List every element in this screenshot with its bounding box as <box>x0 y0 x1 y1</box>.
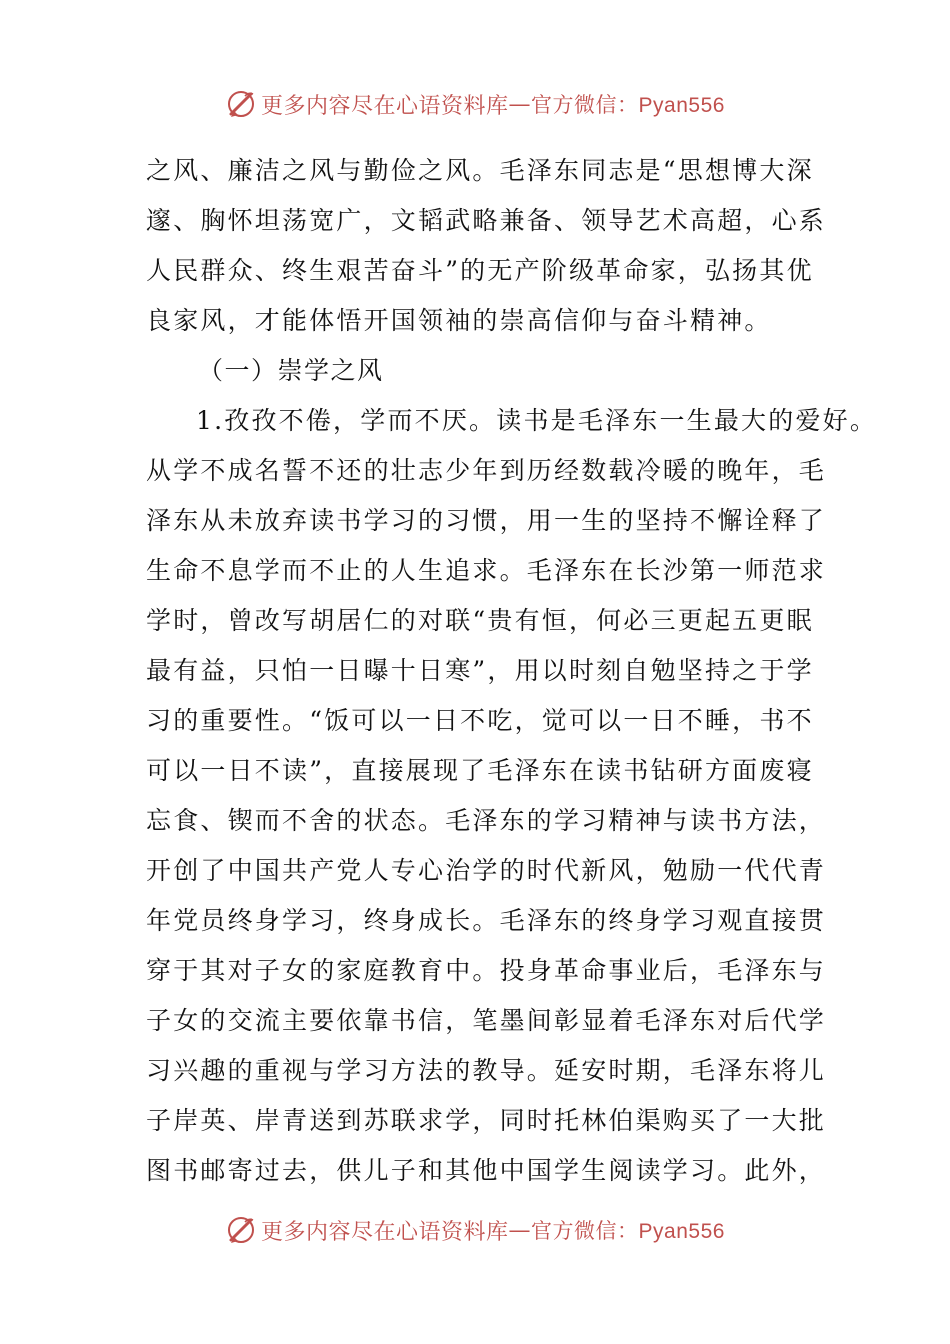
watermark-separator: — <box>508 91 532 117</box>
paragraph-line: 学时，曾改写胡居仁的对联“贵有恒，何必三更起五更眠 <box>146 606 814 635</box>
pen-circle-logo-icon <box>225 1214 257 1246</box>
body-line: 之风、廉洁之风与勤俭之风。毛泽东同志是“思想博大深 <box>146 156 814 185</box>
section-heading: （一）崇学之风 <box>198 356 384 385</box>
paragraph-line: 穿于其对子女的家庭教育中。投身革命事业后，毛泽东与 <box>146 956 827 985</box>
paragraph-line: 泽东从未放弃读书学习的习惯，用一生的坚持不懈诠释了 <box>146 506 827 535</box>
body-line: 邃、胸怀坦荡宽广，文韬武略兼备、领导艺术高超，心系 <box>146 206 827 235</box>
paragraph-line: 习兴趣的重视与学习方法的教导。延安时期，毛泽东将儿 <box>146 1056 827 1085</box>
paragraph-line: 从学不成名誓不还的壮志少年到历经数载冷暖的晚年，毛 <box>146 456 827 485</box>
body-line: 人民群众、终生艰苦奋斗”的无产阶级革命家，弘扬其优 <box>146 256 814 285</box>
header-watermark <box>0 84 950 124</box>
paragraph-line: 子女的交流主要依靠书信，笔墨间彰显着毛泽东对后代学 <box>146 1006 827 1035</box>
watermark-brand: 更多内容尽在心语资料库 <box>261 1219 509 1245</box>
paragraph-line: 忘食、锲而不舍的状态。毛泽东的学习精神与读书方法， <box>146 806 827 835</box>
footer-watermark <box>0 1210 950 1250</box>
body-line: 良家风，才能体悟开国领袖的崇高信仰与奋斗精神。 <box>146 306 772 335</box>
paragraph-line: 开创了中国共产党人专心治学的时代新风，勉励一代代青 <box>146 856 827 885</box>
paragraph-line: 习的重要性。“饭可以一日不吃，觉可以一日不睡，书不 <box>146 706 814 735</box>
pen-circle-logo-icon <box>225 88 257 120</box>
document-body <box>146 146 878 1196</box>
paragraph-line: 子岸英、岸青送到苏联求学，同时托林伯渠购买了一大批 <box>146 1106 827 1135</box>
watermark-brand: 更多内容尽在心语资料库 <box>261 93 509 119</box>
paragraph-line: 年党员终身学习，终身成长。毛泽东的终身学习观直接贯 <box>146 906 827 935</box>
watermark-separator: — <box>508 1217 532 1243</box>
paragraph-first-line: 1.孜孜不倦，学而不厌。读书是毛泽东一生最大的爱好。 <box>196 406 878 435</box>
watermark-contact: 官方微信：Pyan556 <box>531 94 725 117</box>
paragraph-line: 图书邮寄过去，供儿子和其他中国学生阅读学习。此外， <box>146 1156 827 1185</box>
paragraph-line: 生命不息学而不止的人生追求。毛泽东在长沙第一师范求 <box>146 556 827 585</box>
watermark-contact: 官方微信：Pyan556 <box>531 1220 725 1243</box>
paragraph-line: 最有益，只怕一日曝十日寒”，用以时刻自勉坚持之于学 <box>146 656 814 685</box>
paragraph-line: 可以一日不读”，直接展现了毛泽东在读书钻研方面废寝 <box>146 756 814 785</box>
